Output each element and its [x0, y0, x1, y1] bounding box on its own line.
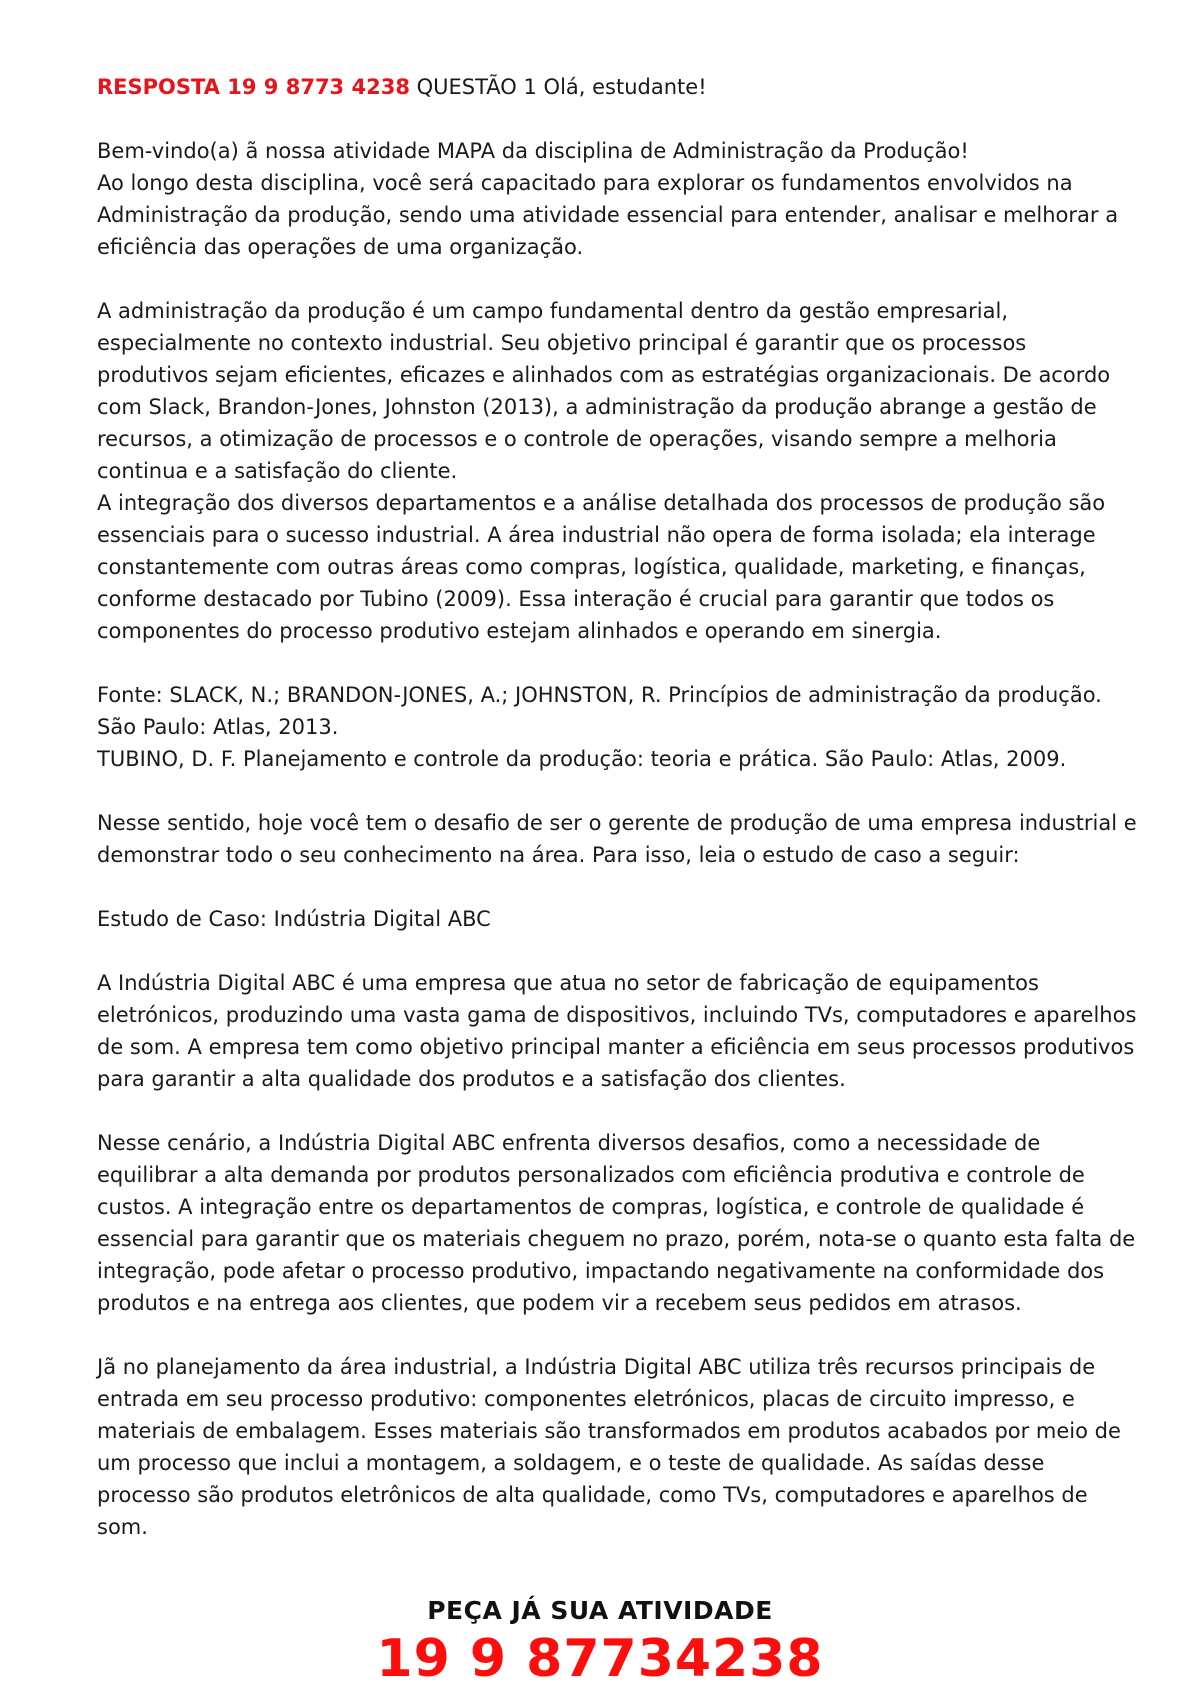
header-line — [97, 71, 1137, 103]
source-reference-2: TUBINO, D. F. Planejamento e controle da produção: teoria e prática. São Paulo: Atlas, 2009. — [97, 747, 1067, 771]
cta-phone-number: 19 9 87734238 — [376, 1629, 824, 1689]
case-study-title: Estudo de Caso: Indústria Digital ABC — [97, 907, 491, 931]
answer-phone-label: RESPOSTA 19 9 8773 4238 — [97, 75, 410, 99]
production-management-paragraph: A administração da produção é um campo fundamental dentro da gestão empresarial, especialmente no contexto industrial. Seu objetivo principal é garantir que os processos produtivos sejam eficientes, eficazes e alinhados com as estratégias organizacionais. De acordo com Slack, Brandon-Jones, Johnston (2013), a administração da produção abrange a gestão de recursos, a otimização de processos e o controle de operações, visando sempre a melhoria continua e a satisfação do cliente. — [97, 299, 1111, 483]
source-reference-1: Fonte: SLACK, N.; BRANDON-JONES, A.; JOHNSTON, R. Princípios de administração da produção. São Paulo: Atlas, 2013. — [97, 683, 1102, 739]
case-study-paragraph-2: Nesse cenário, a Indústria Digital ABC enfrenta diversos desafios, como a necessidade de equilibrar a alta demanda por produtos personalizados com eficiência produtiva e controle de custos. A integração entre os departamentos de compras, logística, e controle de qualidade é essencial para garantir que os materiais cheguem no prazo, porém, nota-se o quanto esta falta de integração, pode afetar o processo produtivo, impactando negativamente na conformidade dos produtos e na entrega aos clientes, que podem vir a recebem seus pedidos em atrasos. — [97, 1131, 1136, 1315]
document-body — [97, 71, 1137, 1543]
case-study-paragraph-1: A Indústria Digital ABC é uma empresa que atua no setor de fabricação de equipamentos eletrónicos, produzindo uma vasta gama de dispositivos, incluindo TVs, computadores e aparelhos de som. A empresa tem como objetivo principal manter a eficiência em seus processos produtivos para garantir a alta qualidade dos produtos e a satisfação dos clientes. — [97, 971, 1137, 1091]
welcome-paragraph: Bem-vindo(a) ã nossa atividade MAPA da disciplina de Administração da Produção! — [97, 139, 969, 163]
cta-title: PEÇA JÁ SUA ATIVIDADE — [427, 1596, 773, 1625]
challenge-paragraph: Nesse sentido, hoje você tem o desafio de ser o gerente de produção de uma empresa industrial e demonstrar todo o seu conhecimento na área. Para isso, leia o estudo de caso a seguir: — [97, 811, 1137, 867]
integration-paragraph: A integração dos diversos departamentos e a análise detalhada dos processos de produção são essenciais para o sucesso industrial. A área industrial não opera de forma isolada; ela interage constantemente com outras áreas como compras, logística, qualidade, marketing, e finanças, conforme destacado por Tubino (2009). Essa interação é crucial para garantir que todos os componentes do processo produtivo estejam alinhados e operando em sinergia. — [97, 491, 1106, 643]
case-study-paragraph-3: Jã no planejamento da área industrial, a Indústria Digital ABC utiliza três recursos principais de entrada em seu processo produtivo: componentes eletrónicos, placas de circuito impresso, e materiais de embalagem. Esses materiais são transformados em produtos acabados por meio de um processo que inclui a montagem, a soldagem, e o teste de qualidade. As saídas desse processo são produtos eletrônicos de alta qualidade, como TVs, computadores e aparelhos de som. — [97, 1355, 1121, 1539]
intro-paragraph: Ao longo desta disciplina, você será capacitado para explorar os fundamentos envolvidos na Administração da produção, sendo uma atividade essencial para entender, analisar e melhorar a eficiência das operações de uma organização. — [97, 171, 1119, 259]
question-intro: QUESTÃO 1 Olá, estudante! — [409, 75, 707, 99]
